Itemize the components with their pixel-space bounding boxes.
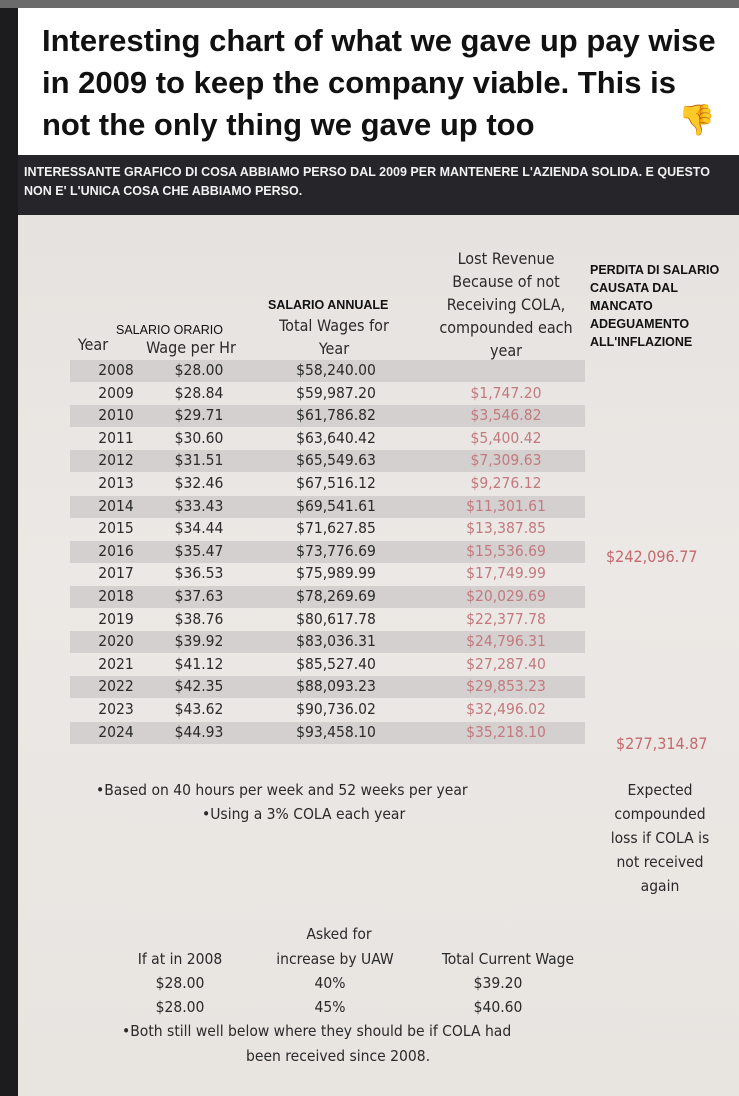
cell-wage: $33.43	[174, 496, 224, 515]
cell-year: 2014	[98, 496, 134, 515]
cell-total: $61,786.82	[296, 406, 376, 425]
cell-lost: $32,496.02	[466, 700, 546, 718]
cell-lost: $20,029.69	[466, 587, 546, 605]
cell-year: 2013	[98, 474, 134, 492]
cell-lost: $13,387.85	[466, 519, 546, 538]
cell-total: $75,989.99	[296, 564, 376, 583]
cell-total: $80,617.78	[296, 609, 376, 628]
expected-2: compounded	[614, 805, 706, 823]
cell-year: 2016	[98, 541, 134, 560]
cell-total: $93,458.10	[296, 722, 376, 741]
cell-wage: $42.35	[174, 677, 224, 696]
cell-wage: $38.76	[174, 609, 224, 628]
ask-row1-pct: 40%	[314, 974, 346, 992]
cell-wage: $37.63	[174, 587, 224, 605]
cell-wage: $39.92	[174, 632, 224, 651]
cell-lost: $1,747.20	[470, 383, 542, 402]
cell-year: 2023	[98, 700, 134, 718]
cell-year: 2010	[98, 406, 134, 425]
cell-lost: $35,218.10	[466, 722, 546, 741]
cell-total: $69,541.61	[296, 496, 376, 515]
cell-total: $85,527.40	[296, 654, 376, 673]
translation-text: INTERESSANTE GRAFICO DI COSA ABBIAMO PERSO DAL 2009 PER MANTENERE L'AZIENDA SOLIDA. E QUESTO NON E' L'UNICA COSA CHE ABBIAMO PERSO.	[24, 165, 710, 198]
cell-wage: $36.53	[174, 564, 224, 583]
cell-lost: $3,546.82	[470, 406, 542, 425]
cell-wage: $34.44	[174, 519, 224, 538]
cell-wage: $43.62	[174, 700, 224, 718]
italian-label-total: SALARIO ANNUALE	[268, 298, 389, 312]
cell-wage: $32.46	[174, 474, 224, 492]
cell-lost: $9,276.12	[470, 474, 542, 492]
expected-4: not received	[616, 853, 704, 871]
cell-lost: $11,301.61	[466, 496, 546, 515]
cell-lost: $17,749.99	[466, 564, 546, 583]
ask-footnote-1: •Both still well below where they should be if COLA had	[122, 1022, 512, 1040]
note-cola: •Using a 3% COLA each year	[202, 805, 406, 823]
ask-row2-wage: $28.00	[155, 998, 205, 1016]
cell-year: 2020	[98, 632, 134, 651]
ask-row1-wage: $28.00	[155, 974, 205, 992]
post-headline: Interesting chart of what we gave up pay wise in 2009 to keep the company viable. This is not the only thing we gave up too	[42, 23, 716, 142]
cell-year: 2019	[98, 609, 134, 628]
cell-lost: $29,853.23	[466, 677, 546, 696]
translation-banner	[18, 155, 739, 215]
cell-wage: $31.51	[174, 451, 224, 470]
cell-lost: $7,309.63	[470, 451, 542, 470]
header-lost-4: compounded each	[439, 318, 573, 337]
header-lost-1: Lost Revenue	[457, 249, 555, 268]
header-total-1: Total Wages for	[279, 316, 389, 335]
ask-row1-total: $39.20	[473, 974, 523, 992]
cell-wage: $29.71	[174, 406, 224, 425]
cell-lost: $24,796.31	[466, 632, 546, 651]
cell-year: 2017	[98, 564, 134, 583]
header-total-2: Year	[318, 339, 350, 358]
cell-total: $67,516.12	[296, 474, 376, 492]
cell-lost: $15,536.69	[466, 541, 546, 560]
post-header	[18, 8, 739, 155]
cell-total: $65,549.63	[296, 451, 376, 470]
cell-wage: $44.93	[174, 722, 224, 741]
cell-year: 2022	[98, 677, 134, 696]
cell-wage: $30.60	[174, 428, 224, 447]
header-lost-3: Receiving COLA,	[446, 295, 566, 314]
ask-header-2b: increase by UAW	[276, 950, 394, 968]
cell-total: $78,269.69	[296, 587, 376, 605]
cell-wage: $28.00	[174, 361, 224, 379]
cell-lost: $5,400.42	[470, 428, 542, 447]
cell-year: 2012	[98, 451, 134, 470]
note-basis: •Based on 40 hours per week and 52 weeks per year	[96, 781, 468, 799]
ask-footnote-2: been received since 2008.	[246, 1047, 431, 1065]
cell-total: $63,640.42	[296, 428, 376, 447]
cell-total: $88,093.23	[296, 677, 376, 696]
italian-label-wage: SALARIO ORARIO	[116, 323, 223, 337]
cumulative-loss-2016: $242,096.77	[606, 547, 698, 566]
cell-wage: $41.12	[174, 654, 224, 673]
cell-year: 2021	[98, 654, 134, 673]
italian-label-lost: PERDITA DI SALARIO CAUSATA DAL MANCATO ADEGUAMENTO ALL'INFLAZIONE	[590, 263, 720, 349]
cell-total: $71,627.85	[296, 519, 376, 538]
cell-year: 2018	[98, 587, 134, 605]
cell-total: $59,987.20	[296, 383, 376, 402]
thumbs-down-icon: 👎	[678, 103, 716, 138]
header-wage: Wage per Hr	[146, 338, 236, 357]
cumulative-loss-2024: $277,314.87	[616, 734, 708, 753]
header-year: Year	[77, 335, 109, 354]
header-lost-2: Because of not	[452, 272, 560, 291]
cell-year: 2015	[98, 519, 134, 538]
cell-lost: $22,377.78	[466, 609, 546, 628]
cell-total: $73,776.69	[296, 541, 376, 560]
cell-wage: $35.47	[174, 541, 224, 560]
expected-1: Expected	[627, 781, 693, 799]
cell-year: 2008	[98, 361, 134, 379]
ask-header-3: Total Current Wage	[441, 950, 575, 968]
ask-header-2a: Asked for	[306, 925, 372, 943]
top-strip	[0, 0, 739, 8]
cell-year: 2024	[98, 722, 134, 741]
ask-row2-pct: 45%	[314, 998, 346, 1016]
cell-year: 2009	[98, 383, 134, 402]
cell-total: $58,240.00	[296, 361, 376, 379]
photo-of-table	[18, 215, 739, 1096]
cell-year: 2011	[98, 428, 134, 447]
header-lost-5: year	[489, 341, 523, 360]
cell-total: $90,736.02	[296, 700, 376, 718]
cell-lost: $27,287.40	[466, 654, 546, 673]
expected-3: loss if COLA is	[610, 829, 710, 847]
cell-total: $83,036.31	[296, 632, 376, 651]
ask-header-1: If at in 2008	[137, 950, 223, 968]
ask-row2-total: $40.60	[473, 998, 523, 1016]
expected-5: again	[640, 877, 680, 895]
cell-wage: $28.84	[174, 383, 224, 402]
